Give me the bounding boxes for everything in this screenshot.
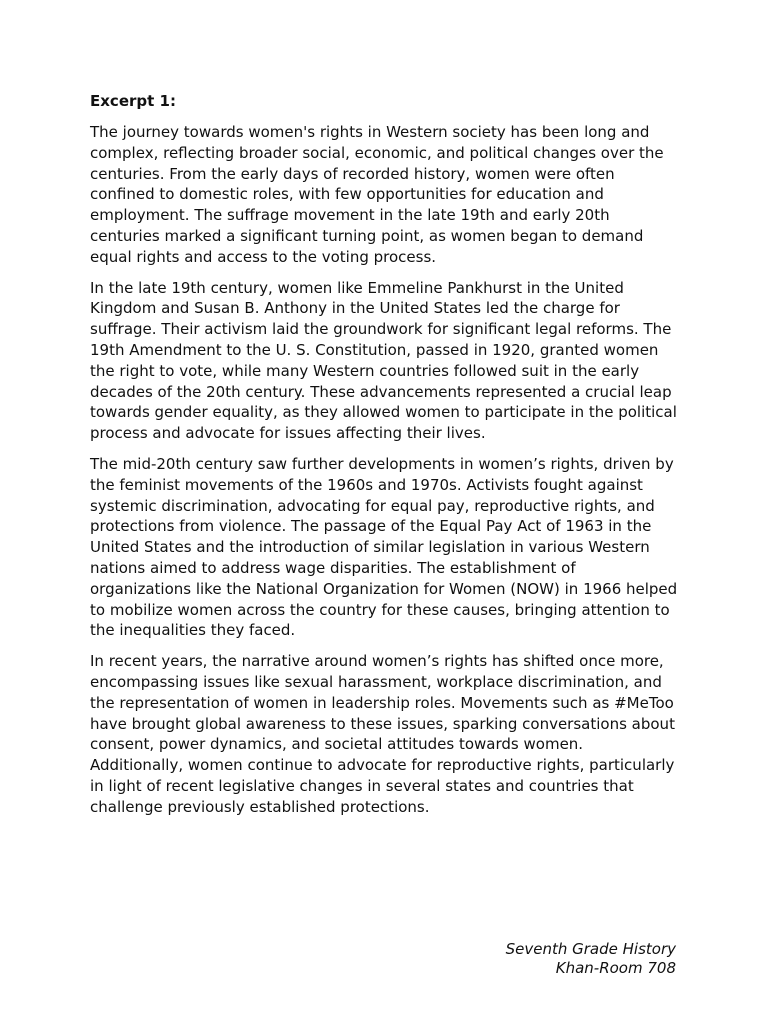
excerpt-heading: Excerpt 1: (90, 92, 176, 110)
document-body (90, 91, 680, 828)
footer-room: Khan-Room 708 (555, 959, 676, 977)
paragraph-1: The journey towards women's rights in Western society has been long and complex, reflecting broader social, economic, and political changes over the centuries. From the early days of recorded history, women were often confined to domestic roles, with few opportunities for education and employment. The suffrage movement in the late 19th and early 20th centuries marked a significant turning point, as women began to demand equal rights and access to the voting process. (90, 123, 664, 266)
paragraph-2: In the late 19th century, women like Emmeline Pankhurst in the United Kingdom and Susan B. Anthony in the United States led the charge for suffrage. Their activism laid the groundwork for significant legal reforms. The 19th Amendment to the U. S. Constitution, passed in 1920, granted women the right to vote, while many Western countries followed suit in the early decades of the 20th century. These advancements represented a crucial leap towards gender equality, as they allowed women to participate in the political process and advocate for issues affecting their lives. (90, 278, 677, 443)
paragraph-3: The mid-20th century saw further developments in women’s rights, driven by the feminist movements of the 1960s and 1970s. Activists fought against systemic discrimination, advocating for equal pay, reproductive rights, and protections from violence. The passage of the Equal Pay Act of 1963 in the United States and the introduction of similar legislation in various Western nations aimed to address wage disparities. The establishment of organizations like the National Organization for Women (NOW) in 1966 helped to mobilize women across the country for these causes, bringing attention to the inequalities they faced. (90, 454, 678, 640)
paragraph-4: In recent years, the narrative around women’s rights has shifted once more, encompassing issues like sexual harassment, workplace discrimination, and the representation of women in leadership roles. Movements such as #MeToo have brought global awareness to these issues, sparking conversations about consent, power dynamics, and societal attitudes towards women. Additionally, women continue to advocate for reproductive rights, particularly in light of recent legislative changes in several states and countries that challenge previously established protections. (90, 652, 675, 816)
page-footer (506, 940, 676, 978)
footer-course: Seventh Grade History (505, 940, 676, 958)
